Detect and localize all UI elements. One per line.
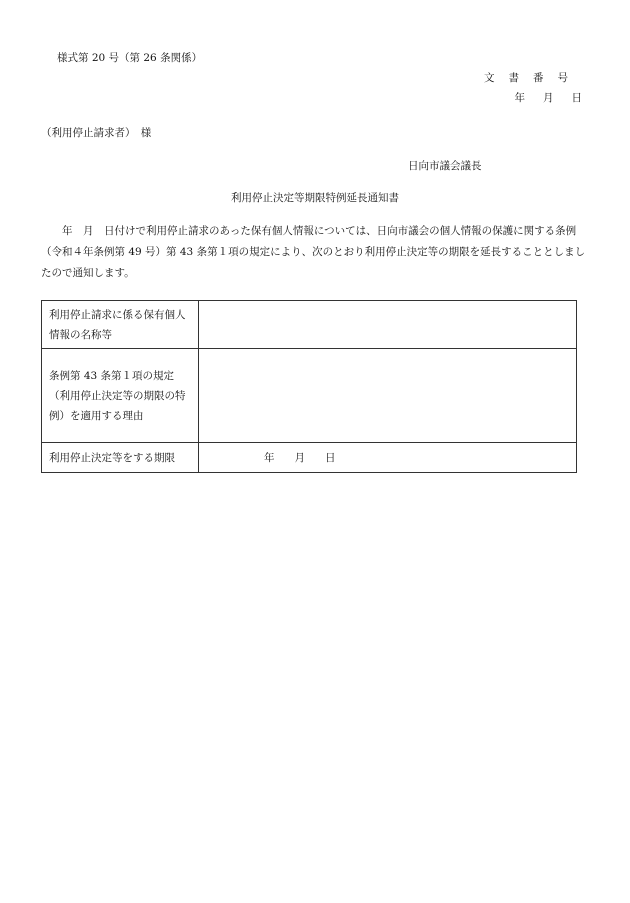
issue-date-month: 月: [543, 92, 554, 104]
deadline-month: 月: [294, 451, 305, 464]
document-number-label: 文書番号: [484, 72, 582, 84]
form-number: 様式第 20 号（第 26 条関係）: [57, 52, 203, 64]
extension-reason-label: 条例第 43 条第１項の規定（利用停止決定等の期限の特例）を適用する理由: [42, 349, 199, 443]
deadline-day: 日: [325, 451, 336, 464]
decision-deadline-label: 利用停止決定等をする期限: [42, 443, 199, 473]
document-title: 利用停止決定等期限特例延長通知書: [231, 192, 399, 204]
issue-date-year: 年: [514, 92, 525, 104]
deadline-year: 年: [264, 451, 275, 464]
personal-info-name-label: 利用停止請求に係る保有個人情報の名称等: [42, 301, 199, 349]
issue-date-day: 日: [571, 92, 582, 104]
decision-deadline-field[interactable]: [199, 443, 577, 473]
table-row: [42, 301, 577, 349]
addressee: （利用停止請求者） 様: [41, 127, 152, 139]
notice-table: [41, 300, 577, 473]
table-row: [42, 443, 577, 473]
extension-reason-field[interactable]: [199, 349, 577, 443]
personal-info-name-field[interactable]: [199, 301, 577, 349]
sender: 日向市議会議長: [408, 160, 482, 172]
issue-date-line: [497, 90, 583, 105]
table-row: [42, 349, 577, 443]
notice-body: 年 月 日付けで利用停止請求のあった保有個人情報については、日向市議会の個人情報の保護に関する条例（令和４年条例第 49 号）第 43 条第１項の規定により、次のとおり利用停止決定等の期限を延長することとしましたので通知します。: [41, 225, 586, 279]
